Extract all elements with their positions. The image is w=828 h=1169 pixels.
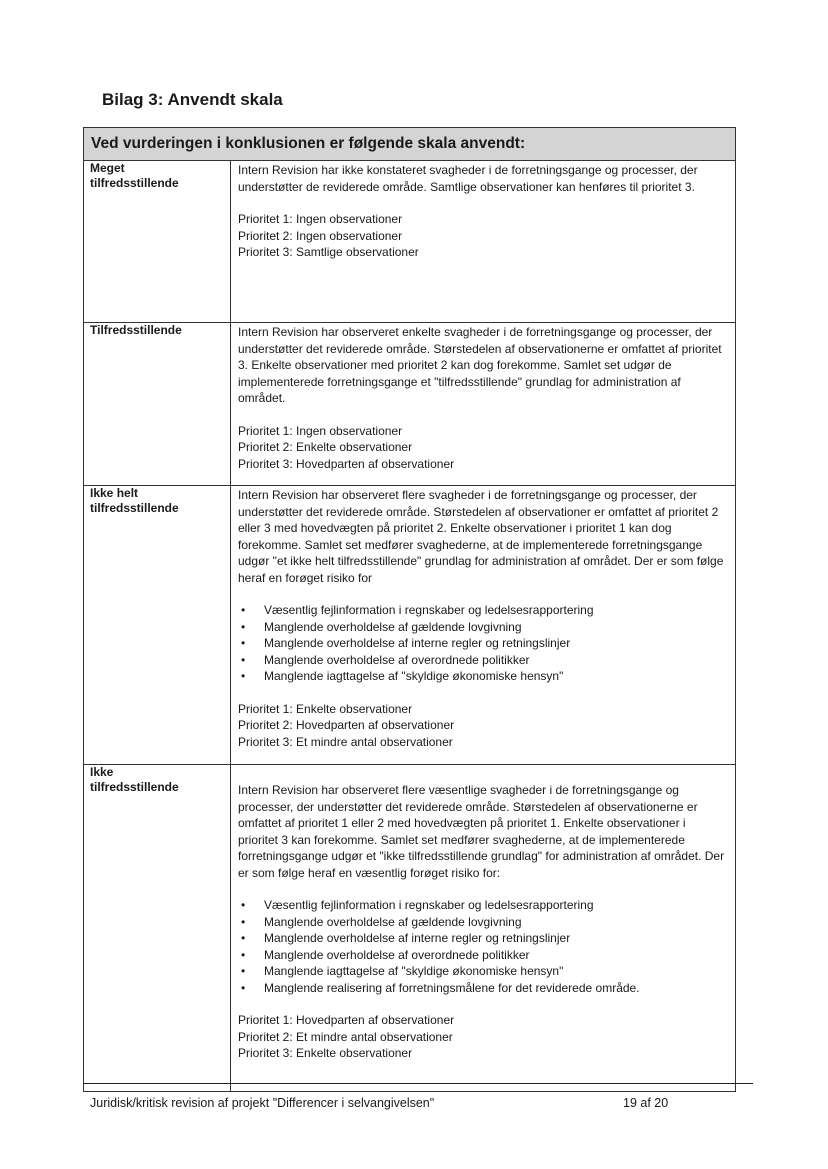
footer-title: Juridisk/kritisk revision af projekt "Differencer i selvangivelsen"	[90, 1096, 435, 1110]
table-title: Ved vurderingen i konklusionen er følgende skala anvendt:	[84, 128, 735, 161]
priority-line: Prioritet 2: Hovedparten af observationer	[238, 718, 455, 732]
list-item: • Væsentlig fejlinformation i regnskaber og ledelsesrapportering	[238, 602, 727, 619]
row-content	[231, 323, 735, 485]
priority-line: Prioritet 3: Hovedparten af observationer	[238, 456, 455, 471]
page-number: 19 af 20	[623, 1096, 669, 1110]
row-label: Meget tilfredsstillende	[84, 161, 231, 322]
row-description: Intern Revision har observeret flere svagheder i de forretningsgange og processer, der understøtter det reviderede område. Størstedelen af observationer er omfattet af prioritet 2 eller 3 med hovedvægten på prioritet 2. Enkelte observationer i prioritet 1 kan dog forekomme. Samlet set medfører svaghederne, at de implementerede forretningsgange udgør "et ikke helt tilfredsstillende" grundlag for administration af området. Der er som følge heraf en forøget risiko for	[238, 488, 724, 585]
row-content	[231, 161, 735, 322]
list-item: • Manglende overholdelse af overordnede politikker	[238, 652, 727, 669]
priority-line: Prioritet 1: Ingen observationer	[238, 212, 403, 226]
list-item: • Manglende overholdelse af overordnede politikker	[238, 947, 727, 964]
row-description: Intern Revision har observeret flere væsentlige svagheder i de forretningsgange og processer, der understøtter det reviderede område. Størstedelen af observationerne er omfattet af prioritet 1 eller 2 med hovedvægten på prioritet 1. Enkelte observationer i prioritet 3 kan forekomme. Samlet set medfører svaghederne, at de implementerede forretningsgange udgør et "ikke tilfredsstillende grundlag" for administration af området. Der er som følge heraf en væsentlig forøget risiko for:	[238, 783, 725, 880]
list-item: • Manglende overholdelse af interne regler og retningslinjer	[238, 930, 727, 947]
row-label: Ikke helt tilfredsstillende	[84, 486, 231, 764]
list-item: • Væsentlig fejlinformation i regnskaber og ledelsesrapportering	[238, 897, 727, 914]
row-description: Intern Revision har observeret enkelte svagheder i de forretningsgange og processer, der understøtter det reviderede område. Størstedelen af observationerne er omfattet af prioritet 3. Enkelte observationer med prioritet 2 kan dog forekomme. Samlet set udgør de implementerede forretningsgange et "tilfredsstillende" grundlag for administration af området.	[238, 325, 722, 405]
priority-line: Prioritet 3: Et mindre antal observationer	[238, 734, 453, 749]
priority-line: Prioritet 1: Enkelte observationer	[238, 701, 413, 716]
risk-list	[238, 602, 727, 685]
priority-line: Prioritet 3: Enkelte observationer	[238, 1046, 413, 1060]
row-content	[231, 486, 735, 764]
scale-row-ikke-helt-tilfredsstillende	[84, 485, 735, 764]
page-title: Bilag 3: Anvendt skala	[102, 90, 283, 109]
list-item: • Manglende realisering af forretningsmålene for det reviderede område.	[238, 980, 727, 997]
row-label: Ikke tilfredsstillende	[84, 765, 231, 1091]
priority-line: Prioritet 1: Ingen observationer	[238, 423, 403, 438]
scale-row-tilfredsstillende	[84, 322, 735, 485]
risk-list	[238, 897, 727, 996]
list-item: • Manglende iagttagelse af "skyldige økonomiske hensyn"	[238, 668, 727, 685]
row-label: Tilfredsstillende	[84, 323, 231, 485]
scale-row-ikke-tilfredsstillende	[84, 764, 735, 1091]
list-item: • Manglende overholdelse af gældende lovgivning	[238, 914, 727, 931]
footer-divider	[83, 1083, 753, 1084]
priority-line: Prioritet 1: Hovedparten af observationer	[238, 1013, 455, 1027]
row-description: Intern Revision har ikke konstateret svagheder i de forretningsgange og processer, der understøtter de reviderede område. Samtlige observationer kan henføres til prioritet 3.	[238, 163, 698, 194]
priority-line: Prioritet 2: Et mindre antal observationer	[238, 1029, 453, 1044]
priority-line: Prioritet 2: Ingen observationer	[238, 228, 403, 243]
scale-table	[83, 127, 736, 1092]
row-content	[231, 765, 735, 1091]
list-item: • Manglende iagttagelse af "skyldige økonomiske hensyn"	[238, 963, 727, 980]
list-item: • Manglende overholdelse af interne regler og retningslinjer	[238, 635, 727, 652]
priority-line: Prioritet 3: Samtlige observationer	[238, 245, 419, 259]
list-item: • Manglende overholdelse af gældende lovgivning	[238, 619, 727, 636]
scale-row-meget-tilfredsstillende	[84, 161, 735, 322]
priority-line: Prioritet 2: Enkelte observationer	[238, 440, 413, 454]
